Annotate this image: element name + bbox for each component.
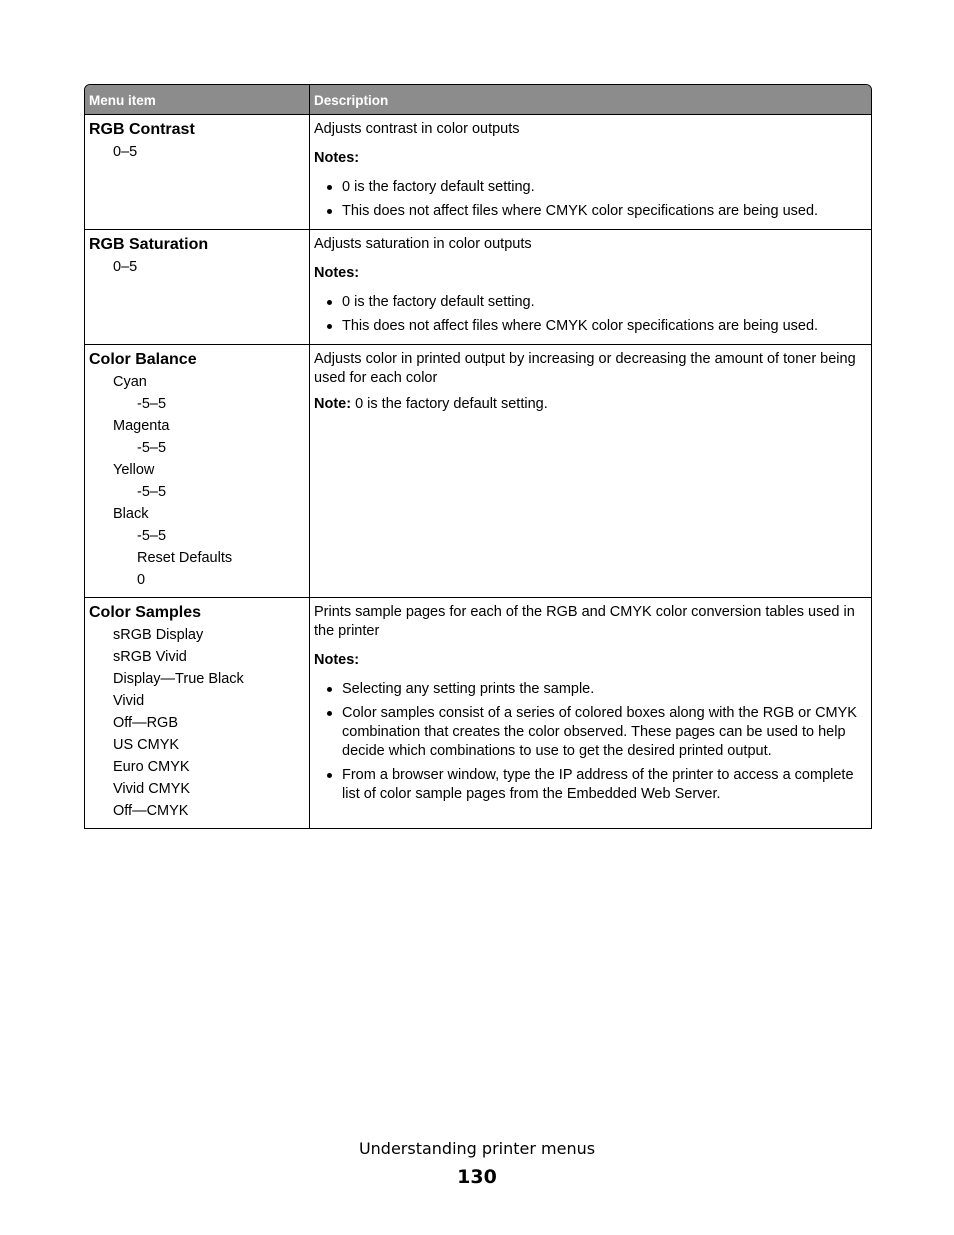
- notes-heading: Notes:: [314, 652, 360, 668]
- menu-option-value: Reset Defaults: [137, 550, 233, 566]
- note-text: This does not affect files where CMYK color specifications are being used.: [342, 203, 819, 219]
- menu-option: Off—CMYK: [113, 803, 189, 819]
- menu-option-value: -5–5: [137, 484, 167, 500]
- description-cell: [310, 345, 871, 597]
- menu-table: [84, 84, 872, 829]
- menu-item-title: Color Balance: [89, 351, 197, 368]
- note-text: This does not affect files where CMYK color specifications are being used.: [342, 318, 819, 334]
- menu-option: 0–5: [113, 144, 138, 160]
- menu-option: Vivid: [113, 693, 145, 709]
- notes-list: [314, 178, 867, 221]
- menu-option-value: 0: [137, 572, 146, 588]
- menu-option: Cyan: [113, 374, 147, 390]
- bullet-icon: [327, 209, 332, 214]
- menu-option-value: -5–5: [137, 440, 167, 456]
- note-label: Note:: [314, 396, 352, 412]
- list-item: [314, 293, 867, 312]
- menu-option: Yellow: [113, 462, 155, 478]
- menu-option: sRGB Display: [113, 627, 204, 643]
- note-text: 0 is the factory default setting.: [342, 179, 535, 195]
- bullet-icon: [327, 300, 332, 305]
- menu-item-title: Color Samples: [89, 604, 202, 621]
- description-text: Prints sample pages for each of the RGB and CMYK color conversion tables used in the printer: [314, 604, 855, 639]
- bullet-icon: [327, 773, 332, 778]
- list-item: [314, 202, 867, 221]
- list-item: [314, 178, 867, 197]
- menu-option: sRGB Vivid: [113, 649, 187, 665]
- list-item: [314, 680, 867, 699]
- menu-item-cell: [85, 230, 310, 344]
- table-row: [85, 115, 871, 230]
- notes-heading: Notes:: [314, 265, 360, 281]
- notes-list: [314, 680, 867, 804]
- table-row: [85, 345, 871, 598]
- header-description: Description: [314, 93, 389, 108]
- note-text: Selecting any setting prints the sample.: [342, 681, 595, 697]
- page-number: 130: [457, 1166, 497, 1188]
- table-header: [85, 85, 871, 115]
- description-cell: [310, 115, 871, 229]
- bullet-icon: [327, 711, 332, 716]
- description-cell: [310, 598, 871, 828]
- menu-option: Magenta: [113, 418, 170, 434]
- list-item: [314, 766, 867, 804]
- notes-heading: Notes:: [314, 150, 360, 166]
- description-text: Adjusts contrast in color outputs: [314, 121, 520, 137]
- menu-option-value: -5–5: [137, 528, 167, 544]
- menu-option-value: -5–5: [137, 396, 167, 412]
- notes-list: [314, 293, 867, 336]
- bullet-icon: [327, 185, 332, 190]
- menu-item-title: RGB Saturation: [89, 236, 209, 253]
- menu-item-cell: [85, 115, 310, 229]
- description-text: Adjusts color in printed output by increasing or decreasing the amount of toner being used for each color: [314, 351, 856, 386]
- menu-item-cell: [85, 345, 310, 597]
- header-menu-item: Menu item: [85, 85, 310, 114]
- list-item: [314, 704, 867, 761]
- bullet-icon: [327, 324, 332, 329]
- table-row: [85, 598, 871, 828]
- footer-section-title: Understanding printer menus: [358, 1139, 596, 1158]
- menu-option: Vivid CMYK: [113, 781, 191, 797]
- menu-option: Black: [113, 506, 149, 522]
- menu-option: US CMYK: [113, 737, 180, 753]
- note-text: 0 is the factory default setting.: [342, 294, 535, 310]
- note-line: [314, 395, 867, 414]
- menu-option: Display—True Black: [113, 671, 244, 687]
- menu-option: Euro CMYK: [113, 759, 190, 775]
- menu-option: Off—RGB: [113, 715, 178, 731]
- table-row: [85, 230, 871, 345]
- bullet-icon: [327, 687, 332, 692]
- menu-item-cell: [85, 598, 310, 828]
- note-text: From a browser window, type the IP address of the printer to access a complete list of color sample pages from the Embedded Web Server.: [342, 767, 854, 802]
- menu-option: 0–5: [113, 259, 138, 275]
- note-text: Color samples consist of a series of colored boxes along with the RGB or CMYK combination that creates the color observed. These pages can be used to help decide which combinations to use to get the desired printed output.: [342, 705, 857, 759]
- description-text: Adjusts saturation in color outputs: [314, 236, 532, 252]
- list-item: [314, 317, 867, 336]
- note-text: 0 is the factory default setting.: [351, 396, 548, 412]
- menu-item-title: RGB Contrast: [89, 121, 195, 138]
- description-cell: [310, 230, 871, 344]
